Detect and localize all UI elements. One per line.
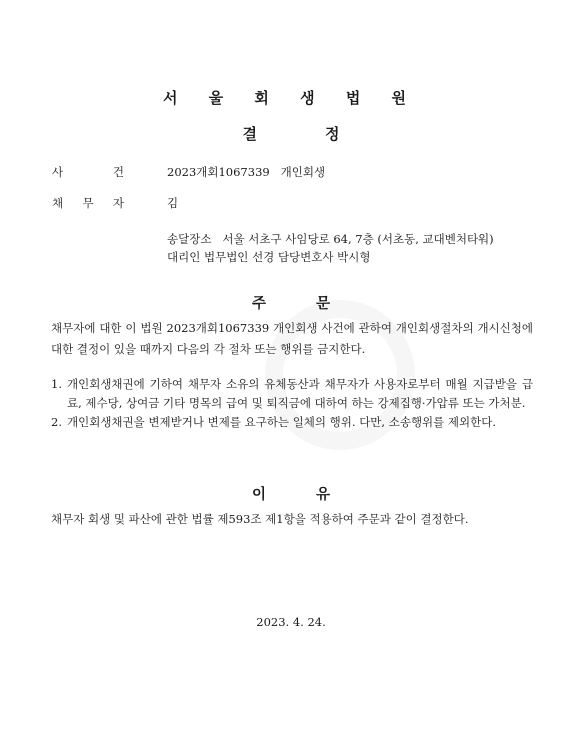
list-item — [51, 413, 533, 432]
service-address-line — [167, 231, 494, 247]
representative-line — [167, 249, 370, 265]
debtor-label: 채 무 자 — [52, 196, 124, 210]
case-value — [167, 164, 325, 180]
reason-text: 채무자 회생 및 파산에 관한 법률 제593조 제1항을 적용하여 주문과 같이 결정한다. — [51, 512, 469, 526]
document-type-title — [0, 123, 582, 144]
case-number: 2023개회1067339 — [167, 165, 270, 179]
list-item-text: 개인회생채권에 기하여 채무자 소유의 유체동산과 채무자가 사용자로부터 매월 지급받을 급료, 제수당, 상여금 기타 명목의 급여 및 퇴직금에 대하여 하는 강제집행·가압류 또는 가처분. — [67, 377, 533, 410]
reason-title: 이 유 — [251, 487, 331, 503]
doc-type-char: 결 — [242, 125, 257, 143]
decision-date: 2023. 4. 24. — [256, 615, 326, 629]
case-label: 사 건 — [52, 165, 124, 179]
list-item-text: 개인회생채권을 변제받거나 변제를 요구하는 일체의 행위. 다만, 소송행위를 제외한다. — [67, 415, 497, 429]
list-item-number: 1. — [51, 377, 62, 391]
list-item-number: 2. — [51, 415, 62, 429]
service-address-label: 송달장소 — [167, 232, 212, 246]
service-address: 서울 서초구 사임당로 64, 7층 (서초동, 교대벤처타워) — [222, 232, 494, 246]
order-title: 주 문 — [251, 296, 331, 312]
court-name: 서 울 회 생 법 원 — [162, 89, 420, 107]
order-list — [51, 375, 533, 432]
order-intro: 채무자에 대한 이 법원 2023개회1067339 개인회생 사건에 관하여 개인회생절차의 개시신청에 대한 결정이 있을 때까지 다음의 각 절차 또는 행위를 금지한다. — [51, 321, 533, 356]
case-name: 개인회생 — [280, 165, 326, 179]
list-item — [51, 375, 533, 413]
debtor-name: 김 — [167, 196, 179, 210]
representative-label: 대리인 — [167, 250, 201, 264]
doc-type-char: 정 — [325, 125, 340, 143]
representative: 법무법인 선경 담당변호사 박시형 — [203, 250, 371, 264]
